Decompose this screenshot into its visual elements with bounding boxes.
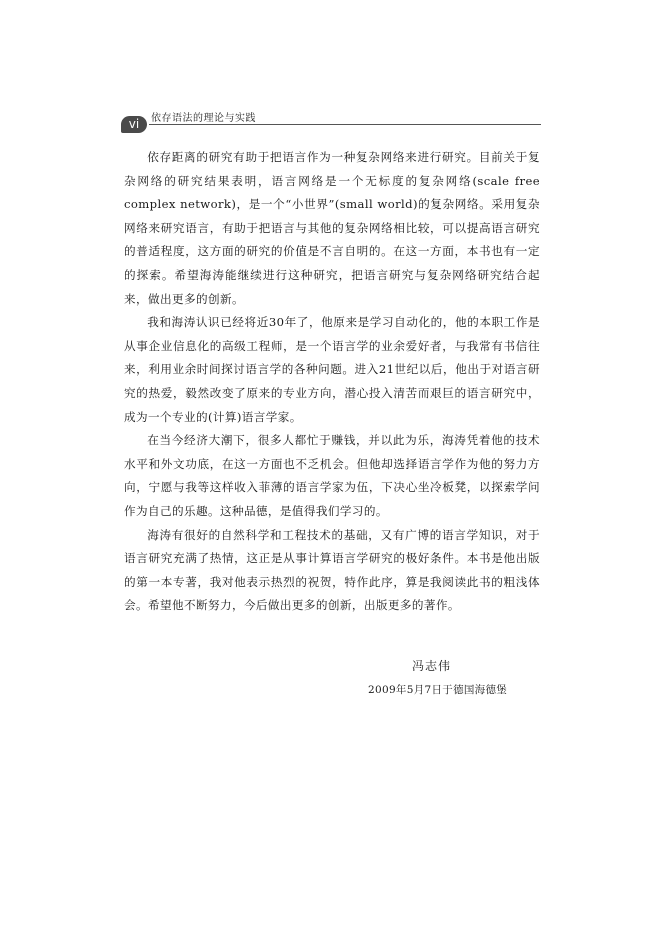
signature-date: 2009年5月7日于德国海德堡 [368,684,508,696]
page-header [121,108,541,132]
paragraph-3: 在当今经济大潮下，很多人都忙于赚钱，并以此为乐，海涛凭着他的技术水平和外文功底，在这一方面也不乏机会。但他却选择语言学作为他的努力方向，宁愿与我等这样收入菲薄的语言学家为伍，下决心坐冷板凳，以探索学问作为自己的乐趣。这种品德，是值得我们学习的。 [124,433,540,518]
header-rule [149,124,541,125]
paragraph-1: 依存距离的研究有助于把语言作为一种复杂网络来进行研究。目前关于复杂网络的研究结果表明，语言网络是一个无标度的复杂网络(scale free complex network)，是一个“小世界”(small world)的复杂网络。采用复杂网络来研究语言，有助于把语言与其他的复杂网络相比较，可以提高语言研究的普适程度，这方面的研究的价值是不言自明的。在这一方面，本书也有一定的探索。希望海涛能继续进行这种研究，把语言研究与复杂网络研究结合起来，做出更多的创新。 [124,150,540,306]
running-title: 依存语法的理论与实践 [151,113,256,124]
preface-body [124,146,540,618]
paragraph-2: 我和海涛认识已经将近30年了，他原来是学习自动化的，他的本职工作是从事企业信息化的高级工程师，是一个语言学的业余爱好者，与我常有书信往来，利用业余时间探讨语言学的各种问题。进入21世纪以后，他出于对语言研究的热爱，毅然改变了原来的专业方向，潜心投入清苦而艰巨的语言研究中，成为一个专业的(计算)语言学家。 [124,315,540,424]
paragraph-4: 海涛有很好的自然科学和工程技术的基础，又有广博的语言学知识，对于语言研究充满了热情，这正是从事计算语言学研究的极好条件。本书是他出版的第一本专著，我对他表示热烈的祝贺，特作此序，算是我阅读此书的粗浅体会。希望他不断努力，今后做出更多的创新，出版更多的著作。 [124,527,540,613]
signature-name: 冯志伟 [412,659,452,673]
page-number-badge: vi [121,116,147,133]
